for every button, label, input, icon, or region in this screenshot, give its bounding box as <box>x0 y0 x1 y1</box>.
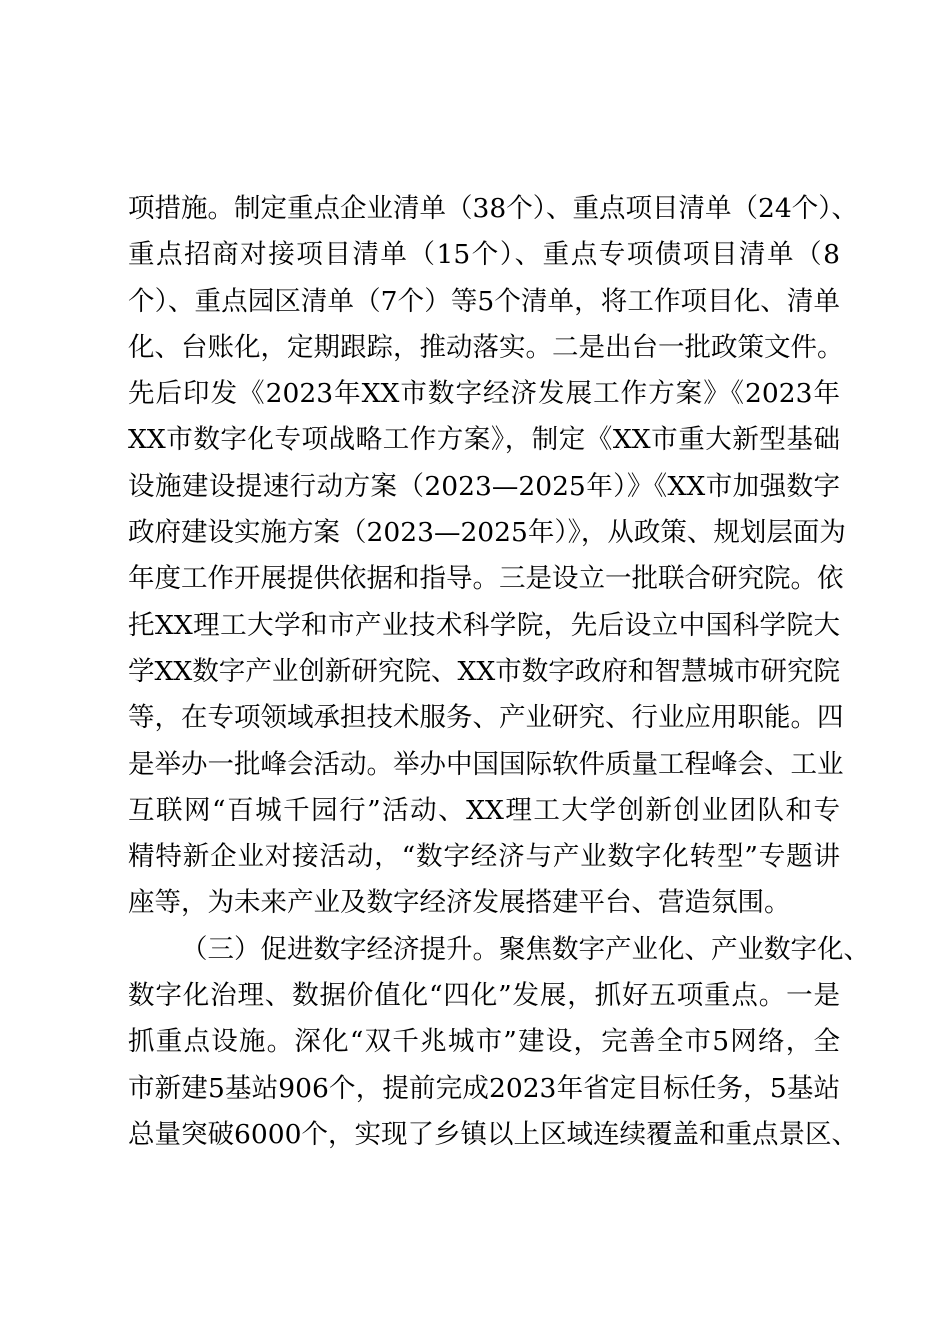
text-line: 数字化治理、数据价值化“四化”发展，抓好五项重点。一是 <box>128 980 840 1012</box>
text-line: 设施建设提速行动方案（2023—2025年）》《XX市加强数字 <box>128 470 840 502</box>
section-first-line-text: 聚焦数字产业化、产业数字化、 <box>499 933 870 965</box>
text-line: 重点招商对接项目清单（15个）、重点专项债项目清单（8 <box>128 239 840 271</box>
text-line: 市新建5基站906个，提前完成2023年省定目标任务，5基站 <box>128 1072 840 1104</box>
text-line: XX市数字化专项战略工作方案》，制定《XX市重大新型基础 <box>128 424 840 456</box>
text-line: 个）、重点园区清单（7个）等5个清单，将工作项目化、清单 <box>128 285 840 317</box>
text-line: 年度工作开展提供依据和指导。三是设立一批联合研究院。依 <box>128 563 844 595</box>
text-line: 座等，为未来产业及数字经济发展搭建平台、营造氛围。 <box>128 887 791 919</box>
text-line: 是举办一批峰会活动。举办中国国际软件质量工程峰会、工业 <box>128 748 844 780</box>
text-line: 先后印发《2023年XX市数字经济发展工作方案》《2023年 <box>128 378 840 410</box>
text-line: 化、台账化，定期跟踪，推动落实。二是出台一批政策文件。 <box>128 331 844 363</box>
text-line: 政府建设实施方案（2023—2025年）》，从政策、规划层面为 <box>128 517 846 549</box>
text-line: 抓重点设施。深化“双千兆城市”建设，完善全市5网络，全 <box>128 1026 840 1058</box>
text-line: 学XX数字产业创新研究院、XX市数字政府和智慧城市研究院 <box>128 655 840 687</box>
text-line: 托XX理工大学和市产业技术科学院，先后设立中国科学院大 <box>128 609 840 641</box>
text-line: 精特新企业对接活动，“数字经济与产业数字化转型”专题讲 <box>128 841 840 873</box>
text-line: 等，在专项领域承担技术服务、产业研究、行业应用职能。四 <box>128 702 844 734</box>
text-line: 总量突破6000个，实现了乡镇以上区域连续覆盖和重点景区、 <box>128 1118 858 1150</box>
body-text <box>128 186 870 1158</box>
section-heading: （三）促进数字经济提升。 <box>181 933 499 965</box>
section-first-line <box>128 927 870 973</box>
text-line: 互联网“百城千园行”活动、XX理工大学创新创业团队和专 <box>128 794 840 826</box>
text-line: 项措施。制定重点企业清单（38个）、重点项目清单（24个）、 <box>128 193 858 224</box>
